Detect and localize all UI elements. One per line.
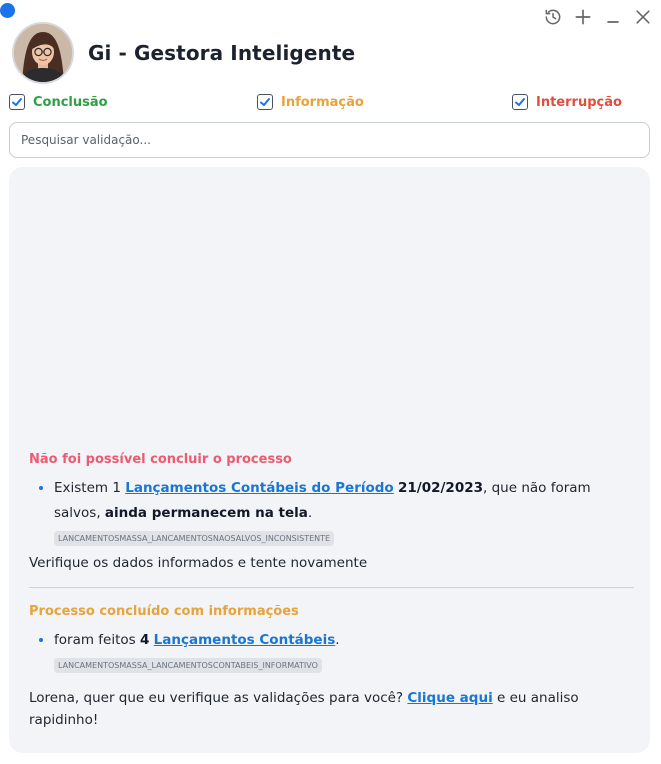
checkbox-informacao[interactable] xyxy=(257,94,273,110)
minimize-button[interactable] xyxy=(601,6,625,28)
list-item xyxy=(54,628,634,653)
checkbox-interrupcao[interactable] xyxy=(512,94,528,110)
message-error xyxy=(29,452,634,571)
close-button[interactable] xyxy=(631,6,655,28)
filter-interrupcao[interactable] xyxy=(512,94,622,110)
history-button[interactable] xyxy=(541,6,565,28)
check-icon xyxy=(11,96,23,108)
history-icon xyxy=(543,7,563,27)
message-hint: Verifique os dados informados e tente novamente xyxy=(29,555,368,571)
footer-text: Lorena, quer que eu verifique as validações para você? xyxy=(29,690,408,706)
check-icon xyxy=(259,96,271,108)
lancamentos-periodo-link[interactable]: Lançamentos Contábeis do Período xyxy=(125,480,394,496)
item-text: , que não foram salvos, xyxy=(54,480,591,521)
item-text: Existem 1 xyxy=(54,480,126,496)
search-input[interactable] xyxy=(9,122,650,158)
add-button[interactable] xyxy=(571,6,595,28)
messages-list xyxy=(29,452,634,731)
filter-bar xyxy=(9,94,629,114)
minimize-icon xyxy=(603,7,623,27)
filter-label: Conclusão xyxy=(33,94,108,110)
list-item xyxy=(54,476,634,526)
header xyxy=(12,22,355,84)
messages-panel[interactable] xyxy=(9,167,650,753)
filter-conclusao[interactable] xyxy=(9,94,108,110)
avatar xyxy=(12,22,74,84)
item-date: 21/02/2023 xyxy=(398,480,484,496)
item-count: 4 xyxy=(139,632,150,648)
app-title: Gi - Gestora Inteligente xyxy=(88,41,356,65)
item-bold: ainda permanecem na tela xyxy=(104,505,308,521)
footer-text: e eu analiso rapidinho! xyxy=(29,690,579,728)
close-icon xyxy=(633,7,653,27)
item-text: . xyxy=(307,505,313,521)
assistant-footer xyxy=(29,687,634,731)
lancamentos-contabeis-link[interactable]: Lançamentos Contábeis xyxy=(153,632,336,648)
filter-informacao[interactable] xyxy=(257,94,364,110)
plus-icon xyxy=(573,7,593,27)
message-items xyxy=(29,476,634,526)
clique-aqui-link[interactable]: Clique aqui xyxy=(407,690,493,706)
check-icon xyxy=(514,96,526,108)
message-title: Processo concluído com informações xyxy=(29,604,299,619)
item-text: . xyxy=(335,632,340,648)
message-info xyxy=(29,604,634,673)
message-title: Não foi possível concluir o processo xyxy=(29,452,292,467)
message-code-badge: LANCAMENTOSMASSA_LANCAMENTOSCONTABEIS_INFORMATIVO xyxy=(54,658,322,673)
message-items xyxy=(29,628,634,653)
filter-label: Interrupção xyxy=(536,94,622,110)
divider xyxy=(29,587,634,588)
filter-label: Informação xyxy=(281,94,364,110)
checkbox-conclusao[interactable] xyxy=(9,94,25,110)
item-text: foram feitos xyxy=(54,632,140,648)
window-controls xyxy=(541,6,655,28)
message-code-badge: LANCAMENTOSMASSA_LANCAMENTOSNAOSALVOS_INCONSISTENTE xyxy=(54,531,334,546)
status-dot xyxy=(0,3,15,18)
